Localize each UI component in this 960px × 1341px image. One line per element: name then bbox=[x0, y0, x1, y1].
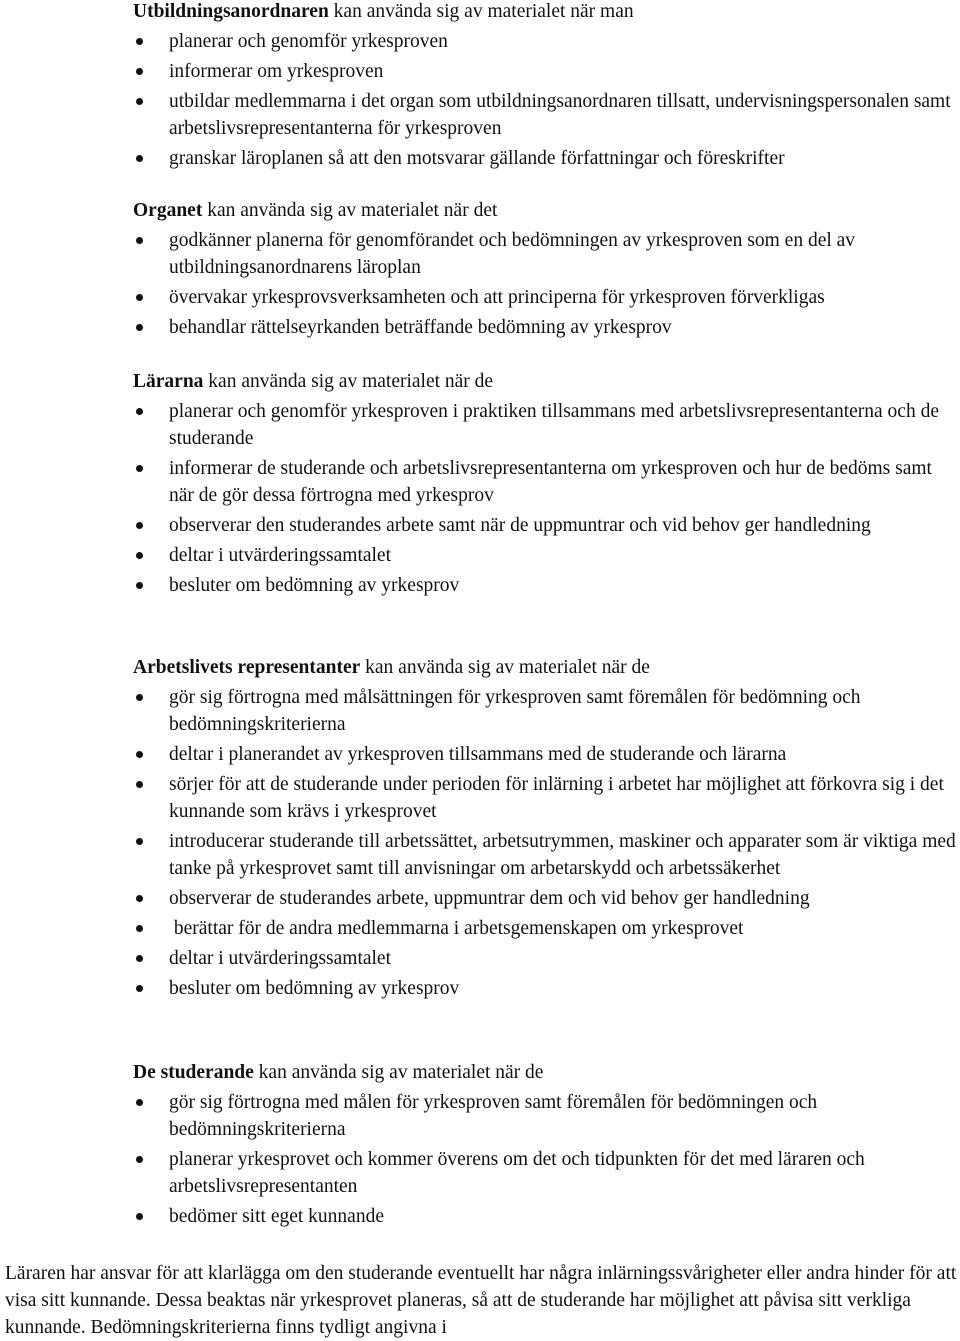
list-item-text: planerar och genomför yrkesproven bbox=[169, 31, 448, 52]
section-heading-text: kan använda sig av materialet när de bbox=[253, 1062, 544, 1083]
list-item-text: godkänner planerna för genomförandet och bedömningen av yrkesproven som en del av utbildningsanordnarens läroplan bbox=[169, 230, 856, 278]
section-heading-text: kan använda sig av materialet när de bbox=[203, 371, 494, 392]
list-item-text: bedömer sitt eget kunnande bbox=[169, 1206, 384, 1227]
list-item bbox=[133, 88, 958, 142]
bullet-icon bbox=[136, 237, 143, 244]
bullet-icon bbox=[136, 781, 143, 788]
bullet-icon bbox=[136, 751, 143, 758]
bullet-icon bbox=[136, 1099, 143, 1106]
bullet-icon bbox=[136, 895, 143, 902]
list-item bbox=[133, 1089, 958, 1143]
list-item bbox=[133, 684, 958, 738]
list-item bbox=[133, 314, 958, 341]
section-heading-bold: Arbetslivets representanter bbox=[133, 657, 361, 678]
bullet-icon bbox=[136, 582, 143, 589]
list-item-text: observerar de studerandes arbete, uppmuntrar dem och vid behov ger handledning bbox=[169, 888, 810, 909]
list-item-text: gör sig förtrogna med målen för yrkesproven samt föremålen för bedömningen och bedömningskriterierna bbox=[169, 1092, 818, 1140]
list-item bbox=[133, 145, 958, 172]
list-item-text: berättar för de andra medlemmarna i arbetsgemenskapen om yrkesprovet bbox=[169, 918, 744, 939]
list-item-text: gör sig förtrogna med målsättningen för yrkesproven samt föremålen för bedömning och bedömningskriterierna bbox=[169, 687, 861, 735]
section-heading bbox=[133, 0, 958, 25]
list-item-text: sörjer för att de studerande under perioden för inlärning i arbetet har möjlighet att förkovra sig i det kunnande som krävs i yrkesprovet bbox=[169, 774, 944, 822]
section-heading bbox=[133, 1059, 958, 1086]
list-item bbox=[133, 227, 958, 281]
section-organet bbox=[133, 197, 958, 344]
list-item-text: introducerar studerande till arbetssättet, arbetsutrymmen, maskiner och apparater som är viktiga med tanke på yrkesprovet samt till anvisningar om arbetarskydd och arbetssäkerhet bbox=[169, 831, 956, 879]
bullet-icon bbox=[136, 465, 143, 472]
section-arbetslivets-representanter bbox=[133, 654, 958, 1005]
bullet-list bbox=[133, 227, 958, 341]
list-item-text: planerar yrkesprovet och kommer överens om det och tidpunkten för det med läraren och arbetslivsrepresentanten bbox=[169, 1149, 865, 1197]
list-item bbox=[133, 1203, 958, 1230]
section-heading bbox=[133, 368, 958, 395]
list-item-text: observerar den studerandes arbete samt när de uppmuntrar och vid behov ger handledning bbox=[169, 515, 871, 536]
bullet-list bbox=[133, 398, 958, 599]
list-item bbox=[133, 741, 958, 768]
list-item-text: behandlar rättelseyrkanden beträffande bedömning av yrkesprov bbox=[169, 317, 672, 338]
list-item bbox=[133, 398, 958, 452]
list-item bbox=[133, 885, 958, 912]
bullet-icon bbox=[136, 552, 143, 559]
bullet-icon bbox=[136, 985, 143, 992]
list-item bbox=[133, 284, 958, 311]
list-item-text: övervakar yrkesprovsverksamheten och att principerna för yrkesproven förverkligas bbox=[169, 287, 825, 308]
list-item bbox=[133, 945, 958, 972]
section-heading-bold: Organet bbox=[133, 200, 203, 221]
list-item bbox=[133, 771, 958, 825]
list-item bbox=[133, 542, 958, 569]
bullet-icon bbox=[136, 68, 143, 75]
section-utbildningsanordnaren bbox=[133, 0, 958, 175]
list-item bbox=[133, 512, 958, 539]
list-item bbox=[133, 975, 958, 1002]
list-item-text: besluter om bedömning av yrkesprov bbox=[169, 575, 460, 596]
list-item-text: informerar de studerande och arbetslivsrepresentanterna om yrkesproven och hur de bedöms samt när de gör dessa förtrogna med yrkesprov bbox=[169, 458, 932, 506]
bullet-icon bbox=[136, 955, 143, 962]
section-heading-bold: Utbildningsanordnaren bbox=[133, 1, 329, 22]
list-item-text: informerar om yrkesproven bbox=[169, 61, 384, 82]
bullet-icon bbox=[136, 324, 143, 331]
list-item bbox=[133, 915, 958, 942]
list-item-text: deltar i utvärderingssamtalet bbox=[169, 545, 392, 566]
bullet-list bbox=[133, 684, 958, 1002]
section-de-studerande bbox=[133, 1059, 958, 1233]
section-heading-bold: De studerande bbox=[133, 1062, 254, 1083]
section-heading-bold: Lärarna bbox=[133, 371, 204, 392]
bullet-icon bbox=[136, 294, 143, 301]
bullet-list bbox=[133, 28, 958, 172]
bullet-icon bbox=[136, 98, 143, 105]
list-item-text: planerar och genomför yrkesproven i praktiken tillsammans med arbetslivsrepresentanterna och de studerande bbox=[169, 401, 939, 449]
list-item-text: deltar i planerandet av yrkesproven tillsammans med de studerande och lärarna bbox=[169, 744, 787, 765]
section-heading bbox=[133, 197, 958, 224]
section-heading bbox=[133, 654, 958, 681]
footer-paragraph: Läraren har ansvar för att klarlägga om den studerande eventuellt har några inlärningssvårigheter eller andra hinder för att visa sitt kunnande. Dessa beaktas när yrkesprovet planeras, så att de studerande har möjlighet att påvisa sitt verkliga kunnande. Bedömningskriterierna finns tydligt angivna i bbox=[5, 1263, 957, 1338]
list-item bbox=[133, 455, 958, 509]
bullet-icon bbox=[136, 1156, 143, 1163]
list-item-text: deltar i utvärderingssamtalet bbox=[169, 948, 392, 969]
bullet-icon bbox=[136, 522, 143, 529]
list-item bbox=[133, 28, 958, 55]
bullet-icon bbox=[136, 38, 143, 45]
bullet-icon bbox=[136, 694, 143, 701]
section-heading-text: kan använda sig av materialet när man bbox=[328, 1, 634, 22]
list-item bbox=[133, 58, 958, 85]
list-item bbox=[133, 572, 958, 599]
bullet-icon bbox=[136, 1213, 143, 1220]
list-item-text: besluter om bedömning av yrkesprov bbox=[169, 978, 460, 999]
bullet-icon bbox=[136, 155, 143, 162]
bullet-list bbox=[133, 1089, 958, 1230]
section-heading-text: kan använda sig av materialet när det bbox=[202, 200, 498, 221]
list-item bbox=[133, 828, 958, 882]
list-item-text: utbildar medlemmarna i det organ som utbildningsanordnaren tillsatt, undervisningspersonalen samt arbetslivsrepresentanterna för yrkesproven bbox=[169, 91, 951, 139]
bullet-icon bbox=[136, 925, 143, 932]
list-item-text: granskar läroplanen så att den motsvarar gällande författningar och föreskrifter bbox=[169, 148, 785, 169]
section-lararna bbox=[133, 368, 958, 602]
section-heading-text: kan använda sig av materialet när de bbox=[360, 657, 650, 678]
list-item bbox=[133, 1146, 958, 1200]
bullet-icon bbox=[136, 838, 143, 845]
bullet-icon bbox=[136, 408, 143, 415]
